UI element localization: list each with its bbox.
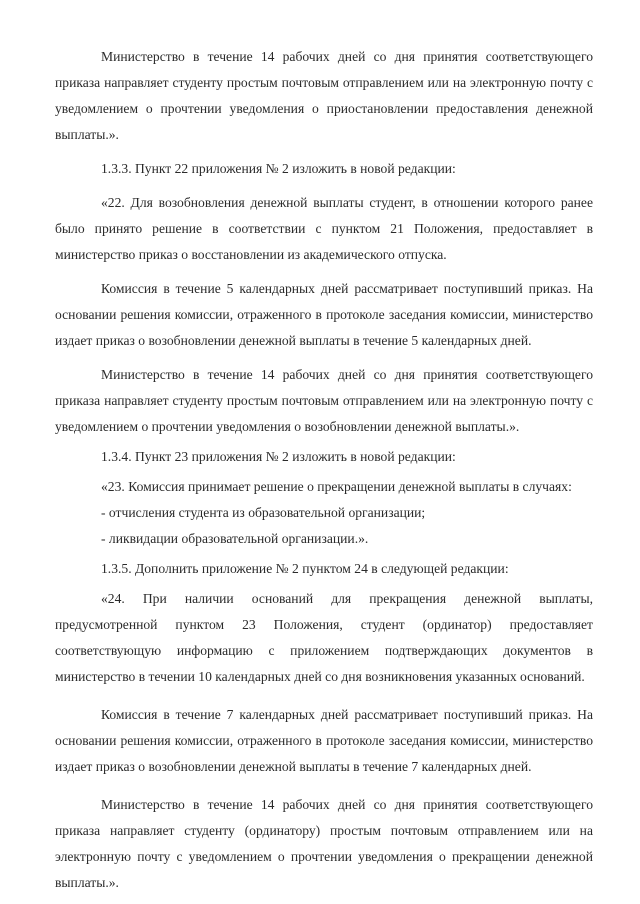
paragraph-item-1-3-4: 1.3.4. Пункт 23 приложения № 2 изложить в новой редакции: (101, 449, 456, 464)
list-item-liquidation: - ликвидации образовательной организации.». (101, 531, 369, 546)
paragraph-point-24: «24. При наличии оснований для прекращения денежной выплаты, предусмотренной пунктом 23 Положения, студент (ординатор) предоставляет соответствующую информацию с приложением подтверждающих документов в министерство в течении 10 календарных дней со дня возникновения указанных оснований. (55, 591, 593, 684)
paragraph-item-1-3-3: 1.3.3. Пункт 22 приложения № 2 изложить в новой редакции: (101, 161, 456, 176)
paragraph-commission-7-days: Комиссия в течение 7 календарных дней рассматривает поступивший приказ. На основании решения комиссии, отраженного в протоколе заседания комиссии, министерство издает приказ о возобновлении денежной выплаты в течение 7 календарных дней. (55, 707, 593, 774)
paragraph-ministry-notice-suspension: Министерство в течение 14 рабочих дней со дня принятия соответствующего приказа направляет студенту простым почтовым отправлением или на электронную почту с уведомлением о прочтении уведомления о приостановлении предоставления денежной выплаты.». (55, 49, 593, 142)
paragraph-commission-5-days: Комиссия в течение 5 календарных дней рассматривает поступивший приказ. На основании решения комиссии, отраженного в протоколе заседания комиссии, министерство издает приказ о возобновлении денежной выплаты в течение 5 календарных дней. (55, 281, 593, 348)
paragraph-ministry-notice-termination: Министерство в течение 14 рабочих дней со дня принятия соответствующего приказа направляет студенту (ординатору) простым почтовым отправлением или на электронную почту с уведомлением о прочтении уведомления о прекращении денежной выплаты.». (55, 797, 593, 890)
paragraph-item-1-3-5: 1.3.5. Дополнить приложение № 2 пунктом 24 в следующей редакции: (101, 561, 509, 576)
paragraph-point-22: «22. Для возобновления денежной выплаты студент, в отношении которого ранее было принято решение в соответствии с пунктом 21 Положения, предоставляет в министерство приказ о восстановлении из академического отпуска. (55, 195, 593, 262)
document-body (55, 44, 593, 896)
paragraph-point-23: «23. Комиссия принимает решение о прекращении денежной выплаты в случаях: (101, 479, 572, 494)
list-item-expulsion: - отчисления студента из образовательной организации; (101, 505, 426, 520)
paragraph-ministry-notice-resumption: Министерство в течение 14 рабочих дней со дня принятия соответствующего приказа направляет студенту простым почтовым отправлением или на электронную почту с уведомлением о прочтении уведомления о возобновлении денежной выплаты.». (55, 367, 593, 434)
